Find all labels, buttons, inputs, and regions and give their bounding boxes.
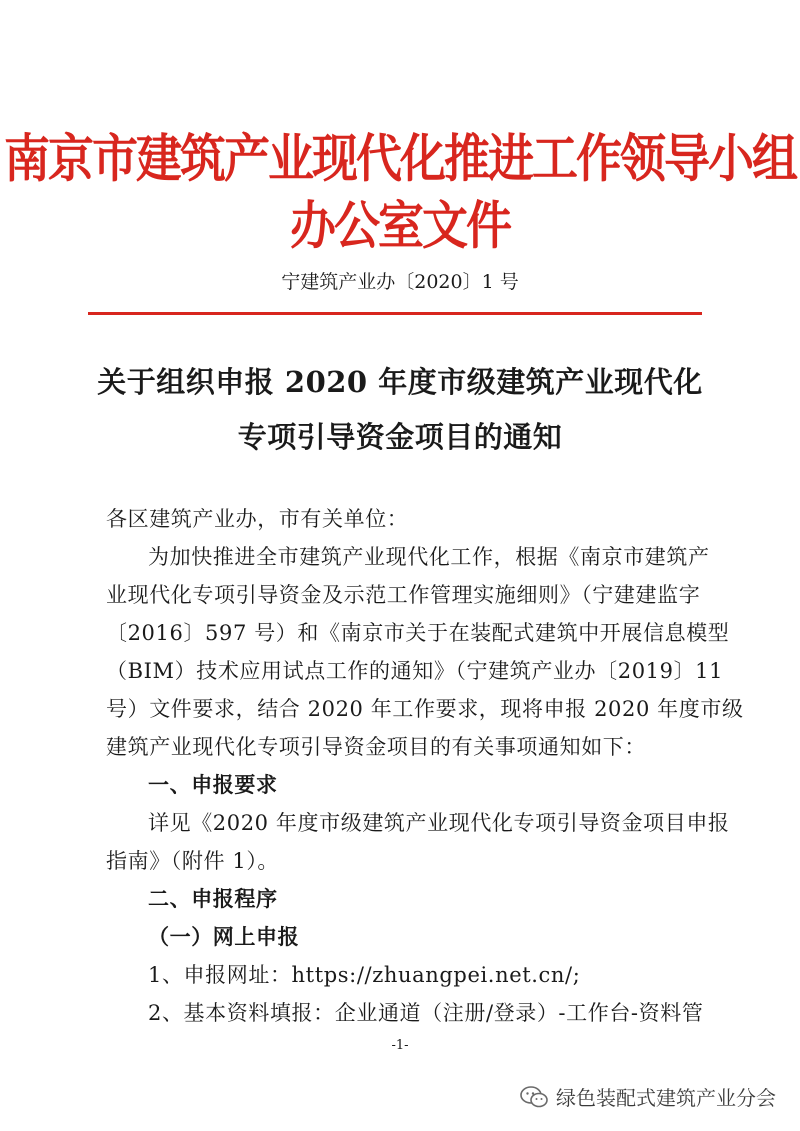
watermark [520,1082,776,1111]
paragraph-line: 详见《2020 年度市级建筑产业现代化专项引导资金项目申报 [148,811,730,835]
paragraph-line: 为加快推进全市建筑产业现代化工作，根据《南京市建筑产 [148,545,710,569]
list-item: 1、申报网址：https://zhuangpei.net.cn/; [148,963,581,987]
paragraph-line: 建筑产业现代化专项引导资金项目的有关事项通知如下： [106,735,646,759]
paragraph-line: （BIM）技术应用试点工作的通知》（宁建筑产业办〔2019〕11 [106,659,724,683]
watermark-text: 绿色装配式建筑产业分会 [556,1086,776,1110]
notice-title-line-2: 专项引导资金项目的通知 [237,420,563,454]
section-heading: 一、申报要求 [148,772,278,797]
wechat-icon [520,1085,548,1109]
document-header-title: 南京市建筑产业现代化推进工作领导小组办公室文件 [4,128,796,256]
list-item: 2、基本资料填报：企业通道（注册/登录）-工作台-资料管 [148,1001,704,1025]
page-number: -1- [391,1038,409,1053]
addressee: 各区建筑产业办，市有关单位： [106,507,409,531]
paragraph-line: 号）文件要求，结合 2020 年工作要求，现将申报 2020 年度市级 [106,697,744,721]
paragraph-line: 业现代化专项引导资金及示范工作管理实施细则》（宁建建监字 [106,583,701,607]
paragraph-line: 指南》（附件 1）。 [106,849,280,873]
subsection-heading: （一）网上申报 [148,924,300,949]
section-heading: 二、申报程序 [148,886,278,911]
paragraph-line: 〔2016〕597 号）和《南京市关于在装配式建筑中开展信息模型 [106,621,730,645]
document-number: 宁建筑产业办〔2020〕1 号 [281,271,519,293]
notice-title-line-1: 关于组织申报 2020 年度市级建筑产业现代化 [97,365,703,399]
red-divider-line [88,312,702,315]
